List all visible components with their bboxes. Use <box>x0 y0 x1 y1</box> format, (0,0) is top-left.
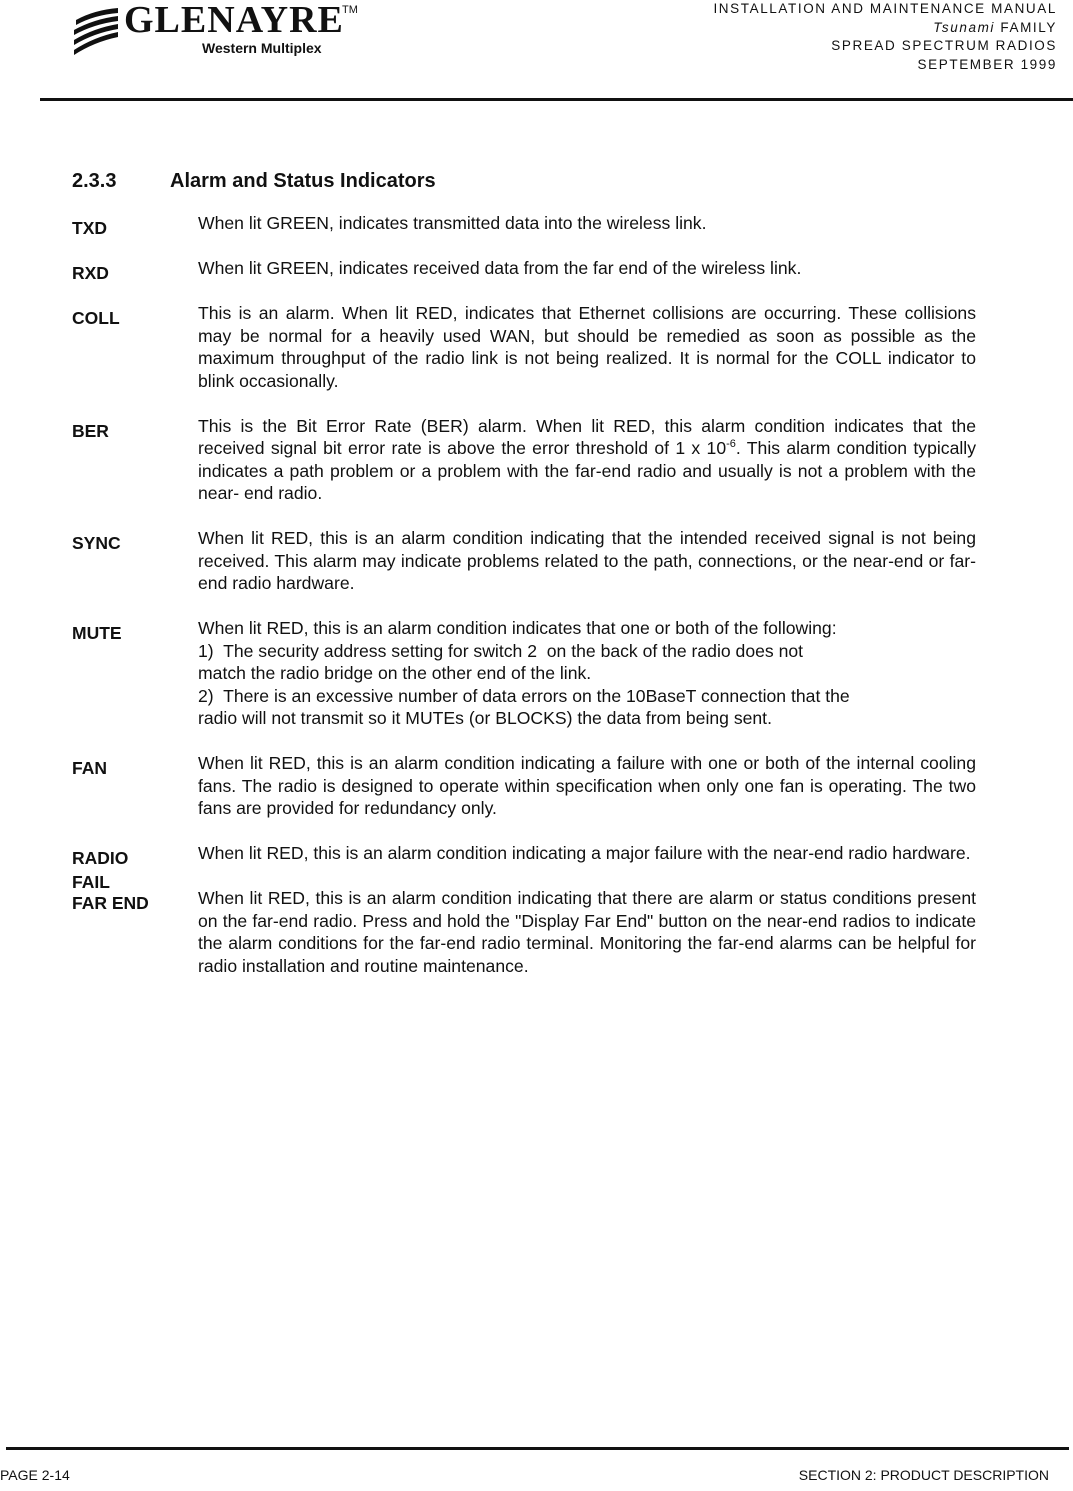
header-family <box>497 19 1057 38</box>
header-family-suffix: FAMILY <box>995 19 1057 35</box>
indicator-sync <box>72 527 976 595</box>
logo-stripes-icon <box>72 6 122 58</box>
term-line: RADIO <box>72 848 129 868</box>
ber-text-after: . This alarm condition typically indicates a path problem or a problem with the far-end radio and usually is not a problem with the near- end radio. <box>198 438 976 503</box>
mute-line: 1) The security address setting for switch 2 on the back of the radio does not <box>198 640 804 661</box>
footer-page-number: PAGE 2-14 <box>0 1467 70 1483</box>
indicator-description <box>198 257 976 280</box>
indicator-text: When lit GREEN, indicates transmitted data into the wireless link. <box>198 213 707 233</box>
mute-line: When lit RED, this is an alarm condition indicates that one or both of the following: <box>198 618 837 638</box>
indicator-description <box>198 842 976 865</box>
indicator-description <box>198 887 976 977</box>
indicator-term: TXD <box>72 218 107 238</box>
section-number: 2.3.3 <box>72 170 117 192</box>
indicator-description <box>198 617 976 730</box>
indicator-term: SYNC <box>72 533 121 553</box>
indicator-description <box>198 415 976 505</box>
logo-subtitle: Western Multiplex <box>202 40 322 56</box>
indicator-text <box>198 415 976 505</box>
section-title: Alarm and Status Indicators <box>170 170 436 192</box>
ber-text-before: This is the Bit Error Rate (BER) alarm. When lit RED, this alarm condition indicates that the received signal bit error rate is above the error threshold of 1 x 10 <box>198 415 976 458</box>
header-rule <box>40 98 1073 101</box>
indicator-term: COLL <box>72 308 120 328</box>
company-logo <box>72 2 362 62</box>
indicator-description <box>198 302 976 392</box>
mute-line: match the radio bridge on the other end of the link. <box>198 663 592 683</box>
indicator-text: This is an alarm. When lit RED, indicates that Ethernet collisions are occurring. These collisions may be normal for a heavily used WAN, but should be remedied as soon as possible as the maximum throughput of the radio link is not being realized. It is normal for the COLL indicator to blink occasionally. <box>198 303 976 391</box>
term-line: FAIL <box>72 872 110 892</box>
section-heading <box>72 170 436 193</box>
indicator-text: When lit RED, this is an alarm condition indicating a major failure with the near-end radio hardware. <box>198 843 971 863</box>
indicator-coll <box>72 302 976 392</box>
document-header <box>497 0 1057 74</box>
indicator-description <box>198 752 976 820</box>
footer-section-name: SECTION 2: PRODUCT DESCRIPTION <box>798 1467 1049 1483</box>
header-manual-title: INSTALLATION AND MAINTENANCE MANUAL <box>713 1 1057 16</box>
header-product: SPREAD SPECTRUM RADIOS <box>831 38 1057 53</box>
indicator-text: When lit RED, this is an alarm condition indicating that there are alarm or status conditions present on the far-end radio. Press and hold the "Display Far End" button on the near-end radios to indicate the alarm conditions for the far-end radio terminal. Monitoring the far-end alarms can be helpful for radio installation and routine maintenance. <box>198 888 976 976</box>
header-family-name: Tsunami <box>933 19 996 35</box>
indicator-radio-fail <box>72 842 976 892</box>
indicator-txd <box>72 212 976 238</box>
indicator-rxd <box>72 257 976 283</box>
indicator-text: When lit GREEN, indicates received data from the far end of the wireless link. <box>198 258 802 278</box>
mute-line: 2) There is an excessive number of data errors on the 10BaseT connection that the <box>198 685 850 706</box>
indicator-text: When lit RED, this is an alarm condition indicating a failure with one or both of the internal cooling fans. The radio is designed to operate within specification when only one fan is operating. The two fans are provided for redundancy only. <box>198 753 976 818</box>
logo-trademark: TM <box>342 4 358 16</box>
indicator-far-end <box>72 887 976 977</box>
indicator-description <box>198 212 976 235</box>
mute-line: radio will not transmit so it MUTEs (or BLOCKS) the data from being sent. <box>198 708 772 728</box>
indicator-ber <box>72 415 976 505</box>
ber-exponent: -6 <box>726 438 736 450</box>
logo-brand-name: GLENAYRE <box>124 0 344 41</box>
footer-rule <box>6 1447 1069 1450</box>
indicator-list <box>72 212 976 1000</box>
indicator-term: RXD <box>72 263 109 283</box>
indicator-text: When lit RED, this is an alarm condition indicating that the intended received signal is not being received. This alarm may indicate problems related to the path, connections, or the near-end or far-end radio hardware. <box>198 528 976 593</box>
indicator-term: FAN <box>72 758 107 778</box>
indicator-mute <box>72 617 976 730</box>
indicator-term: BER <box>72 420 109 441</box>
indicator-description <box>198 527 976 595</box>
indicator-term: MUTE <box>72 623 122 643</box>
indicator-term: FAR END <box>72 893 149 913</box>
indicator-fan <box>72 752 976 820</box>
header-date: SEPTEMBER 1999 <box>917 56 1057 72</box>
